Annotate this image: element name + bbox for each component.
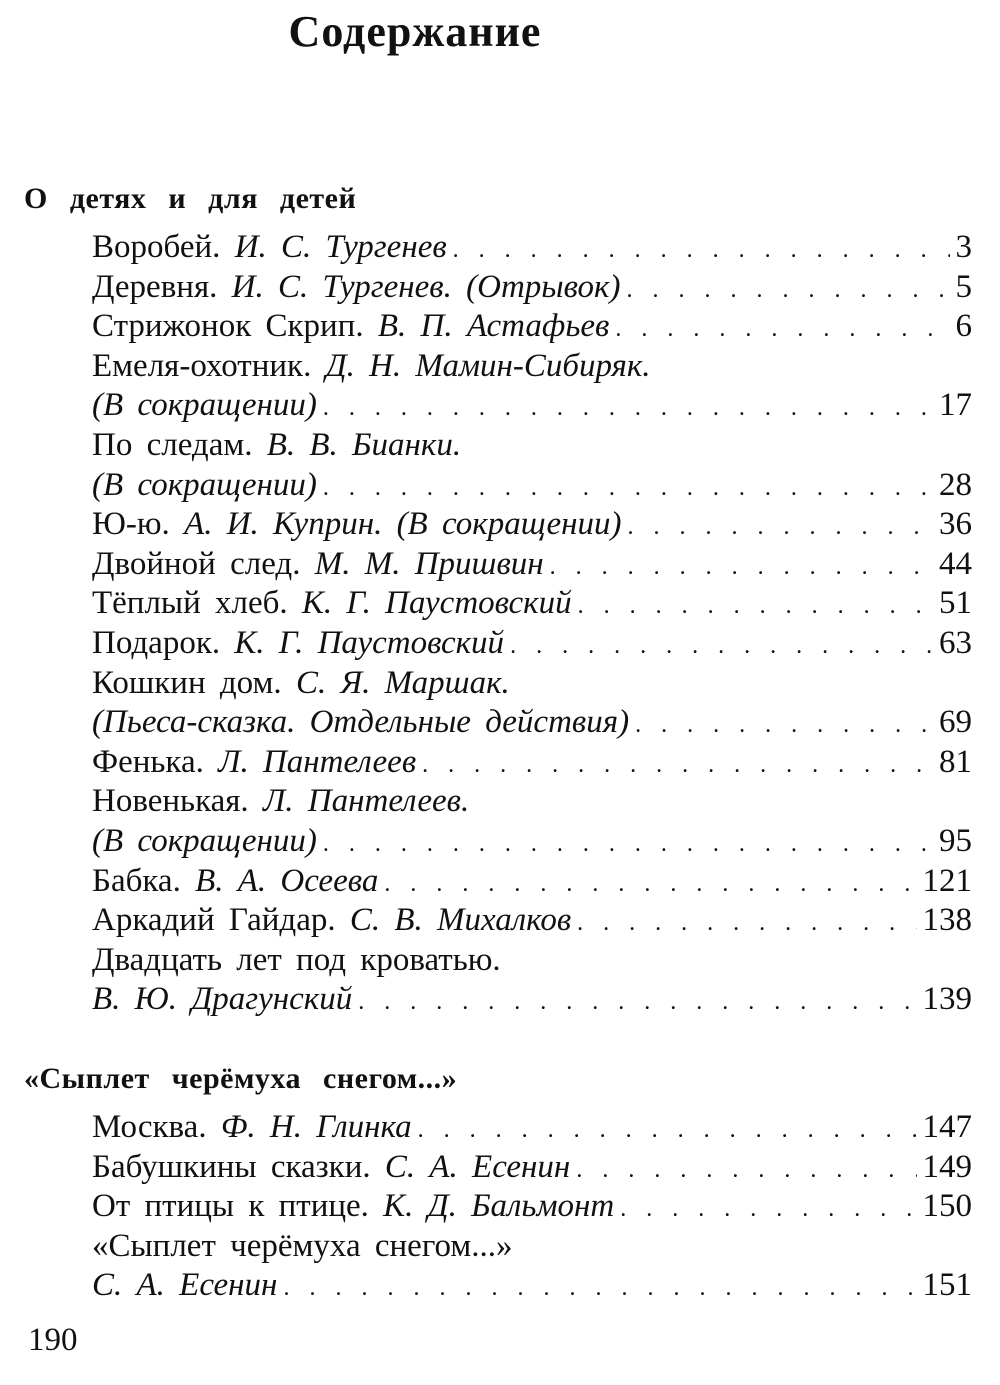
page-title: Содержание <box>288 7 542 56</box>
toc-list-2 <box>92 1108 972 1306</box>
dot-leader <box>422 746 933 786</box>
entry-title: Двойной след. <box>92 545 301 582</box>
toc-entry[interactable] <box>92 862 972 902</box>
toc-entry[interactable] <box>92 584 972 624</box>
entry-title: Бабушкины сказки. <box>92 1148 371 1185</box>
toc-entry[interactable] <box>92 782 972 822</box>
entry-title: Деревня. <box>92 268 218 305</box>
section-heading-2: «Сыплет черёмуха снегом...» <box>24 1062 458 1095</box>
toc-entry[interactable] <box>92 664 972 704</box>
dot-leader <box>578 587 933 627</box>
entry-author: (Пьеса-сказка. Отдельные действия) <box>92 704 630 741</box>
entry-author: А. И. Куприн. (В сокращении) <box>184 506 622 543</box>
toc-entry-continuation[interactable] <box>92 386 972 426</box>
toc-entry[interactable] <box>92 307 972 347</box>
dot-leader <box>615 310 949 350</box>
entry-page: 149 <box>922 1148 972 1185</box>
dot-leader <box>323 469 933 509</box>
page-number: 190 <box>28 1322 78 1358</box>
entry-page: 139 <box>922 981 972 1018</box>
toc-entry[interactable] <box>92 901 972 941</box>
entry-page: 6 <box>955 308 972 345</box>
dot-leader <box>453 231 950 271</box>
dot-leader <box>576 1151 916 1191</box>
dot-leader <box>283 1269 916 1309</box>
toc-entry-continuation[interactable] <box>92 703 972 743</box>
dot-leader <box>550 548 933 588</box>
entry-title: Кошкин дом. <box>92 664 282 701</box>
entry-author: В. Ю. Драгунский <box>92 981 353 1018</box>
dot-leader <box>635 706 933 746</box>
toc-entry[interactable] <box>92 545 972 585</box>
entry-title: Двадцать лет под кроватью. <box>92 941 501 978</box>
entry-title: Бабка. <box>92 862 181 899</box>
entry-title: «Сыплет черёмуха снегом...» <box>92 1227 513 1264</box>
entry-page: 51 <box>939 585 972 622</box>
entry-author: И. С. Тургенев. (Отрывок) <box>231 268 621 305</box>
entry-title: Новенькая. <box>92 783 249 820</box>
entry-author: Л. Пантелеев. <box>262 783 470 820</box>
toc-entry-continuation[interactable] <box>92 1266 972 1306</box>
entry-page: 5 <box>955 268 972 305</box>
section-heading-1: О детях и для детей <box>24 182 357 215</box>
toc-entry[interactable] <box>92 268 972 308</box>
entry-author: Л. Пантелеев <box>218 743 417 780</box>
entry-author: (В сокращении) <box>92 387 317 424</box>
toc-entry[interactable] <box>92 1187 972 1227</box>
entry-author: (В сокращении) <box>92 466 317 503</box>
entry-title: Стрижонок Скрип. <box>92 308 364 345</box>
toc-entry-continuation[interactable] <box>92 822 972 862</box>
entry-page: 44 <box>939 545 972 582</box>
entry-page: 3 <box>955 229 972 265</box>
dot-leader <box>626 271 949 311</box>
toc-list-1 <box>92 228 972 1020</box>
entry-page: 69 <box>939 704 972 741</box>
entry-title: По следам. <box>92 426 253 463</box>
entry-page: 63 <box>939 624 972 661</box>
entry-title: От птицы к птице. <box>92 1188 369 1225</box>
entry-author: С. В. Михалков <box>349 902 572 939</box>
entry-author: С. А. Есенин <box>92 1267 278 1304</box>
entry-title: Аркадий Гайдар. <box>92 902 336 939</box>
toc-entry-continuation[interactable] <box>92 980 972 1020</box>
entry-page: 150 <box>922 1188 972 1225</box>
entry-page: 147 <box>922 1109 972 1145</box>
entry-author: Д. Н. Мамин-Сибиряк. <box>325 347 651 384</box>
entry-author: Ф. Н. Глинка <box>220 1109 412 1145</box>
dot-leader <box>384 865 916 905</box>
entry-page: 151 <box>922 1267 972 1304</box>
entry-author: И. С. Тургенев <box>234 229 447 265</box>
toc-entry[interactable] <box>92 347 972 387</box>
toc-entry[interactable] <box>92 624 972 664</box>
dot-leader <box>577 904 916 944</box>
toc-entry[interactable] <box>92 743 972 783</box>
entry-author: В. А. Осеева <box>195 862 379 899</box>
dot-leader <box>510 627 933 667</box>
toc-entry[interactable] <box>92 228 972 268</box>
entry-author: К. Г. Паустовский <box>301 585 572 622</box>
entry-title: Фенька. <box>92 743 204 780</box>
toc-entry-continuation[interactable] <box>92 466 972 506</box>
entry-author: К. Г. Паустовский <box>234 624 505 661</box>
toc-entry[interactable] <box>92 505 972 545</box>
entry-author: К. Д. Бальмонт <box>383 1188 615 1225</box>
entry-page: 138 <box>922 902 972 939</box>
entry-author: В. В. Бианки. <box>266 426 462 463</box>
entry-page: 28 <box>939 466 972 503</box>
entry-title: Тёплый хлеб. <box>92 585 288 622</box>
dot-leader <box>418 1111 917 1151</box>
entry-title: Воробей. <box>92 229 221 265</box>
dot-leader <box>358 983 916 1023</box>
entry-page: 17 <box>939 387 972 424</box>
toc-entry[interactable] <box>92 1227 972 1267</box>
entry-author: С. Я. Маршак. <box>295 664 510 701</box>
entry-author: С. А. Есенин <box>384 1148 571 1185</box>
entry-title: Москва. <box>92 1109 207 1145</box>
entry-author: В. П. Астафьев <box>377 308 610 345</box>
entry-page: 36 <box>939 506 972 543</box>
dot-leader <box>323 825 933 865</box>
entry-title: Емеля-охотник. <box>92 347 312 384</box>
dot-leader <box>323 389 933 429</box>
entry-author: М. М. Пришвин <box>314 545 544 582</box>
toc-entry[interactable] <box>92 426 972 466</box>
entry-title: Подарок. <box>92 624 221 661</box>
dot-leader <box>627 508 933 548</box>
toc-entry[interactable] <box>92 941 972 981</box>
entry-title: Ю-ю. <box>92 506 170 543</box>
toc-entry[interactable] <box>92 1148 972 1188</box>
entry-page: 95 <box>939 822 972 859</box>
toc-entry[interactable] <box>92 1108 972 1148</box>
dot-leader <box>620 1190 916 1230</box>
entry-page: 121 <box>922 862 972 899</box>
entry-page: 81 <box>939 743 972 780</box>
entry-author: (В сокращении) <box>92 822 317 859</box>
